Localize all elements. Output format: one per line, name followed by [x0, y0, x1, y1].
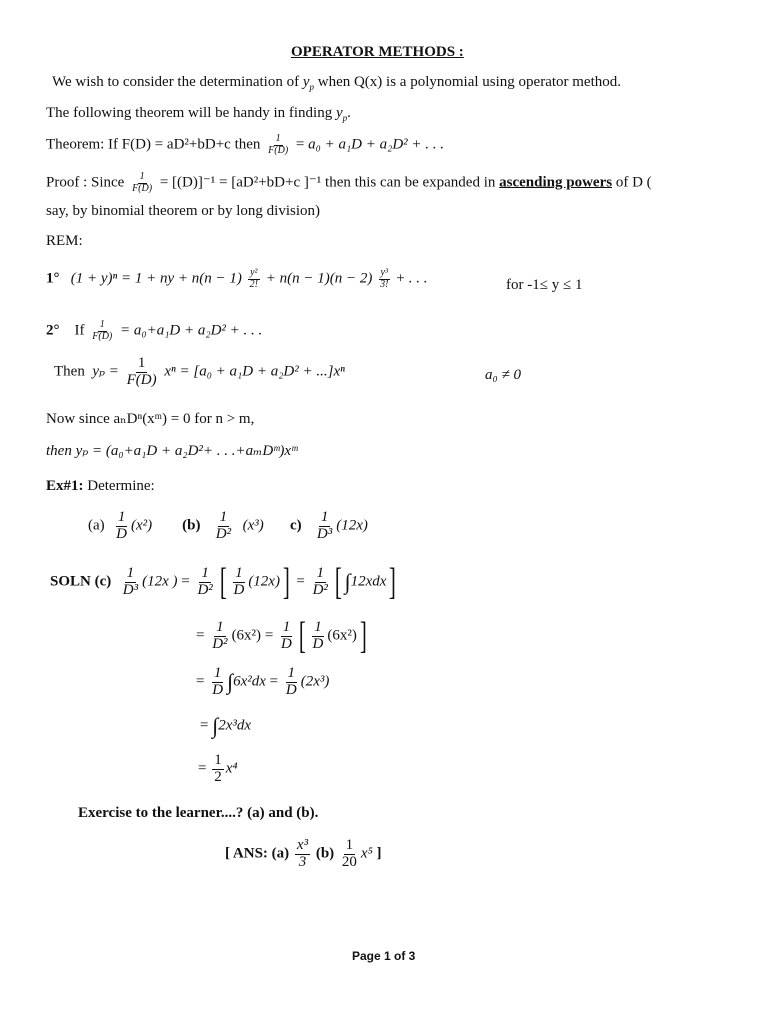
proof-line-2: say, by binomial theorem or by long division)	[46, 203, 320, 219]
y3-over-3fact: $\frac{\text{y³}}{3!}$	[380, 267, 389, 290]
yp-lhs: yₚ =	[92, 363, 119, 380]
part-c-label: c)	[290, 517, 302, 534]
if-fraction: $\frac{1}{F(D)}$	[92, 319, 113, 342]
solution-line-4: = ∫2x³dx	[200, 713, 252, 738]
proof-fraction: $\frac{1}{F(D)}$	[132, 171, 153, 194]
now-since-line: Now since aₙDⁿ(xᵐ) = 0 for n > m,	[46, 411, 255, 427]
intro2-text: The following theorem will be handy in finding	[46, 105, 333, 121]
part-a-label: (a)	[88, 517, 105, 534]
example-parts: (a) $\frac{1}{D}$ (x²) (b) $\frac{1}{\text{D²}}$ (x³) c) $\frac{1}{\text{D³}}$ (12x)	[88, 509, 368, 542]
page-title: OPERATOR METHODS :	[291, 44, 464, 60]
page-footer: Page 1 of 3	[352, 949, 416, 963]
intro-text-b: when Q(x) is a polynomial using operator method.	[317, 74, 622, 90]
example-heading	[46, 477, 155, 495]
answer-b-fraction: $\frac{1}{20}$	[341, 837, 357, 870]
sol-frac-3: $\frac{1}{D}$	[233, 564, 245, 598]
rem-label: REM:	[46, 233, 83, 249]
solution-line-1: SOLN (c) $\frac{1}{\text{D³}}$ (12x ) = $\frac{1}{\text{D²}}$ [ $\frac{1}{D}$ (12x)] = $\frac{1}{\text{D²}}$ [ ∫12xdx]	[50, 561, 397, 603]
intro-line-2: The following theorem will be handy in finding $y_p$.	[46, 105, 351, 123]
item-2-label: 2°	[46, 322, 60, 339]
binomial-range: for -1≤ y ≤ 1	[506, 277, 583, 293]
intro-text-a: We wish to consider the determination of	[52, 74, 300, 90]
sol2-frac-3: $\frac{1}{D}$	[312, 618, 324, 652]
answer-a-fraction: $\frac{\text{x³}}{3}$	[296, 837, 309, 870]
exercise-line: Exercise to the learner....? (a) and (b).	[78, 805, 319, 821]
binomial-line: 1° (1 + y)ⁿ = 1 + ny + n(n − 1) $\frac{\text{y²}}{2!}$ + n(n − 1)(n − 2) $\frac{\text{y³}}{3!}$ + . . .	[46, 267, 428, 290]
answer-b-label: (b)	[315, 845, 335, 862]
part-a-fraction: $\frac{1}{D}$	[116, 509, 127, 542]
yp-symbol: $y_p$	[302, 74, 314, 92]
sol-frac-2: $\frac{1}{\text{D²}}$	[197, 564, 213, 598]
item-2-line: 2° If $\frac{1}{F(D)}$ = a₀+a₁D + a₂D² + . . .	[46, 319, 263, 342]
then-yp-line: then yₚ = (a₀+a₁D + a₂D²+ . . .+aₘDᵐ)xᵐ	[46, 443, 298, 459]
sol2-frac-1: $\frac{1}{\text{D²}}$	[212, 618, 228, 652]
sol2-frac-2: $\frac{1}{D}$	[281, 618, 292, 652]
part-c-fraction: $\frac{1}{\text{D³}}$	[316, 509, 333, 542]
example-text: Determine:	[87, 478, 155, 494]
one-over-FD-large: $\frac{1}{F(D)}$	[126, 355, 157, 388]
solution-label: SOLN (c)	[50, 573, 112, 590]
y2-over-2fact: $\frac{\text{y²}}{2!}$	[249, 267, 258, 290]
example-label: Ex#1:	[46, 478, 84, 494]
part-b-label: (b)	[182, 517, 201, 534]
proof-text-d: of D (	[615, 174, 652, 191]
proof-text-b: = [(D)]⁻¹ = [aD²+bD+c ]⁻¹ then this can be expanded in	[159, 174, 496, 191]
proof-text-a: Proof : Since	[46, 174, 125, 191]
answer-line: [ ANS: (a) $\frac{\text{x³}}{3}$ (b) $\frac{1}{20}$ x⁵ ]	[225, 837, 382, 870]
binomial-mid: + n(n − 1)(n − 2)	[265, 270, 373, 287]
sol3-frac-2: $\frac{1}{D}$	[285, 665, 297, 698]
intro-line-1	[52, 73, 621, 93]
sol5-frac: $\frac{1}{2}$	[214, 752, 222, 785]
then-expansion: xⁿ = [a₀ + a₁D + a₂D² + ...]xⁿ	[164, 363, 345, 380]
solution-line-2: = $\frac{1}{\text{D²}}$ (6x²) = $\frac{1}{D}$ [ $\frac{1}{D}$ (6x²)]	[196, 615, 367, 657]
proof-line	[46, 172, 652, 194]
sol-frac-1: $\frac{1}{\text{D³}}$	[122, 564, 139, 598]
then-line: Then yₚ = $\frac{1}{F(D)}$ xⁿ = [a₀ + a₁D + a₂D² + ...]xⁿ	[54, 355, 345, 388]
item-1-label: 1°	[46, 270, 60, 287]
solution-line-3: = $\frac{1}{D}$ ∫6x²dx = $\frac{1}{D}$ (2x³)	[196, 665, 330, 698]
fraction-1-over-FD: $\frac{1}{F(D)}$	[268, 133, 289, 156]
yp-symbol-2: $y_p$	[335, 105, 348, 123]
solution-line-5: = $\frac{1}{2}$ x⁴	[198, 752, 238, 785]
binomial-expansion: (1 + y)ⁿ = 1 + ny + n(n − 1)	[70, 270, 242, 287]
series-2: = a₀+a₁D + a₂D² + . . .	[120, 322, 263, 339]
theorem-label: Theorem: If F(D) = aD²+bD+c then	[46, 136, 261, 153]
ascending-powers: ascending powers	[499, 174, 613, 191]
part-b-fraction: $\frac{1}{\text{D²}}$	[215, 509, 232, 542]
theorem-line: Theorem: If F(D) = aD²+bD+c then $\frac{1}{F(D)}$ = a₀ + a₁D + a₂D² + . . .	[46, 133, 445, 156]
a0-not-zero: a₀ ≠ 0	[485, 367, 521, 383]
answer-a-label: [ ANS: (a)	[225, 845, 290, 862]
theorem-series: a₀ + a₁D + a₂D² + . . .	[308, 136, 445, 153]
sol3-frac-1: $\frac{1}{D}$	[212, 665, 224, 698]
sol-frac-4: $\frac{1}{\text{D²}}$	[312, 564, 328, 598]
